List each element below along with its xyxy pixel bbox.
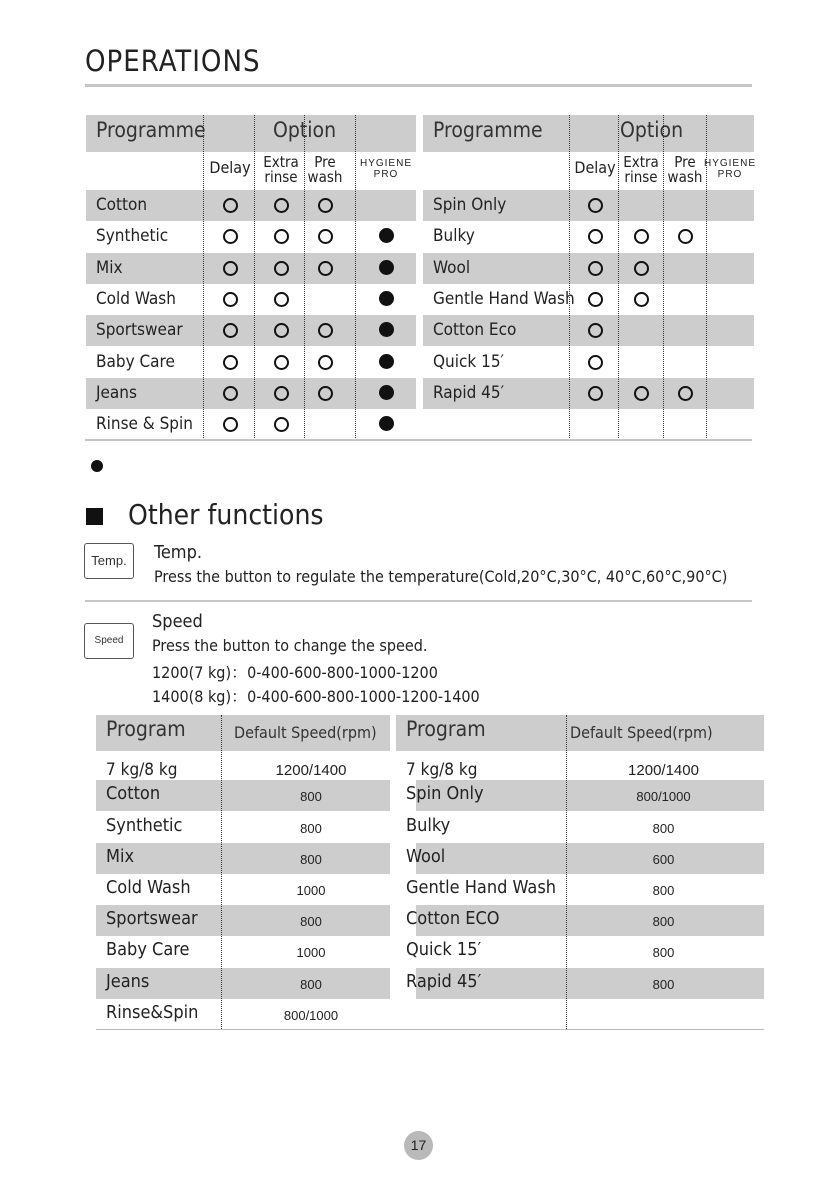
pre-wash-label: Pre	[314, 153, 336, 171]
open-circle-icon	[318, 355, 333, 370]
speed-table-right	[396, 715, 764, 1029]
default-speed-value: 800	[652, 914, 675, 929]
programme-name: Gentle Hand Wash	[433, 289, 575, 309]
speed-row	[396, 843, 764, 874]
default-speed-value: 1000	[296, 945, 326, 960]
page-number: 17	[404, 1131, 433, 1160]
speed-row	[396, 968, 764, 999]
default-speed-header: Default Speed(rpm)	[570, 723, 713, 742]
default-speed-value: 1200/1400	[275, 762, 347, 779]
pre-wash-label: wash	[307, 168, 343, 186]
option-row	[423, 190, 754, 221]
program-header: Program	[106, 717, 186, 741]
program-name: Bulky	[406, 815, 451, 836]
open-circle-icon	[223, 355, 238, 370]
option-row	[86, 409, 416, 440]
option-table-left	[86, 115, 416, 440]
open-circle-icon	[588, 292, 603, 307]
default-speed-value: 800	[300, 789, 322, 804]
option-header: Option	[620, 118, 684, 142]
default-speed-value: 800	[300, 852, 322, 867]
open-circle-icon	[588, 323, 603, 338]
filled-dot-icon	[379, 354, 394, 369]
default-speed-value: 800	[652, 883, 675, 898]
open-circle-icon	[223, 198, 238, 213]
speed-row	[96, 968, 390, 999]
option-row	[86, 315, 416, 346]
option-row	[423, 284, 754, 315]
option-row	[86, 284, 416, 315]
speed-row	[96, 999, 390, 1030]
default-speed-value: 800	[300, 821, 322, 836]
column-divider	[203, 115, 204, 440]
speed-row	[396, 905, 764, 936]
programme-name: Jeans	[96, 383, 137, 403]
program-name: Quick 15′	[406, 939, 482, 960]
open-circle-icon	[274, 386, 289, 401]
open-circle-icon	[274, 261, 289, 276]
option-header-row	[423, 115, 754, 152]
default-speed-value: 1200/1400	[628, 762, 699, 779]
open-circle-icon	[318, 229, 333, 244]
option-row	[423, 315, 754, 346]
filled-dot-icon	[379, 260, 394, 275]
speed-row	[396, 760, 764, 780]
open-circle-icon	[318, 386, 333, 401]
column-divider	[663, 115, 664, 440]
speed-description: Press the button to change the speed.	[152, 636, 428, 655]
option-subheader-row	[423, 152, 754, 185]
open-circle-icon	[274, 198, 289, 213]
option-row	[423, 253, 754, 284]
program-name: Rinse&Spin	[106, 1002, 199, 1023]
programme-header: Programme	[433, 118, 543, 142]
speed-row	[396, 874, 764, 905]
page-title: OPERATIONS	[85, 44, 261, 78]
program-name: Baby Care	[106, 939, 190, 960]
speed-row	[96, 780, 390, 811]
speed-row	[396, 780, 764, 811]
open-circle-icon	[274, 292, 289, 307]
open-circle-icon	[274, 323, 289, 338]
column-divider	[254, 115, 255, 440]
programme-name: Rapid 45′	[433, 383, 505, 403]
programme-header: Programme	[96, 118, 206, 142]
speed-row	[96, 936, 390, 967]
extra-rinse-label: rinse	[264, 168, 298, 186]
program-name: Cotton	[106, 783, 161, 804]
speed-button-icon: Speed	[84, 623, 134, 659]
speed-table-left	[96, 715, 390, 1029]
open-circle-icon	[274, 417, 289, 432]
open-circle-icon	[588, 261, 603, 276]
programme-name: Quick 15′	[433, 352, 505, 372]
speed-line-8kg: 1400(8 kg)：0-400-600-800-1000-1200-1400	[152, 687, 480, 706]
program-name: Cold Wash	[106, 877, 191, 898]
open-circle-icon	[678, 386, 693, 401]
open-circle-icon	[634, 261, 649, 276]
default-speed-value: 600	[652, 852, 675, 867]
program-name: Synthetic	[106, 815, 183, 836]
speed-row	[96, 812, 390, 843]
program-name: 7 kg/8 kg	[106, 760, 178, 780]
option-row	[86, 190, 416, 221]
program-name: Jeans	[106, 971, 150, 992]
program-header: Program	[406, 717, 486, 741]
open-circle-icon	[223, 292, 238, 307]
functions-divider	[85, 600, 752, 602]
hygiene-pro-label: PRO	[373, 169, 399, 180]
hygiene-pro-label: PRO	[717, 169, 743, 180]
option-row	[423, 221, 754, 252]
programme-name: Wool	[433, 258, 471, 278]
program-name: Sportswear	[106, 908, 198, 929]
open-circle-icon	[634, 292, 649, 307]
open-circle-icon	[318, 261, 333, 276]
program-name: Gentle Hand Wash	[406, 877, 557, 898]
speed-row	[396, 936, 764, 967]
pre-wash-label: wash	[667, 168, 703, 186]
column-divider	[706, 115, 707, 440]
column-divider	[566, 715, 567, 1029]
program-name: Wool	[406, 846, 446, 867]
open-circle-icon	[588, 229, 603, 244]
column-divider	[569, 115, 570, 440]
default-speed-value: 800	[652, 977, 675, 992]
filled-dot-icon	[379, 291, 394, 306]
default-speed-value: 800/1000	[636, 789, 691, 804]
program-name: Rapid 45′	[406, 971, 482, 992]
speed-row	[96, 905, 390, 936]
extra-rinse-label: rinse	[624, 168, 658, 186]
open-circle-icon	[223, 229, 238, 244]
temp-title: Temp.	[154, 542, 202, 563]
programme-name: Sportswear	[96, 320, 183, 340]
speed-line-7kg: 1200(7 kg)：0-400-600-800-1000-1200	[152, 663, 438, 682]
filled-dot-icon	[379, 416, 394, 431]
legend-dot-icon	[91, 460, 103, 472]
option-row	[86, 378, 416, 409]
open-circle-icon	[223, 386, 238, 401]
open-circle-icon	[634, 229, 649, 244]
option-header-row	[86, 115, 416, 152]
open-circle-icon	[274, 229, 289, 244]
extra-rinse-label: Extra	[623, 153, 659, 171]
open-circle-icon	[588, 198, 603, 213]
option-row	[86, 347, 416, 378]
speed-header-row	[396, 715, 764, 751]
delay-label: Delay	[209, 158, 251, 177]
speed-table-divider	[96, 1029, 764, 1030]
open-circle-icon	[634, 386, 649, 401]
speed-row	[96, 874, 390, 905]
programme-name: Baby Care	[96, 352, 175, 372]
column-divider	[618, 115, 619, 440]
speed-header-row	[96, 715, 390, 751]
programme-name: Cotton	[96, 195, 148, 215]
filled-dot-icon	[379, 322, 394, 337]
temp-description: Press the button to regulate the temperature(Cold,20°C,30°C, 40°C,60°C,90°C)	[154, 567, 728, 586]
extra-rinse-label: Extra	[263, 153, 299, 171]
column-divider	[355, 115, 356, 440]
programme-name: Cotton Eco	[433, 320, 517, 340]
column-divider	[304, 115, 305, 440]
open-circle-icon	[223, 261, 238, 276]
open-circle-icon	[318, 198, 333, 213]
program-name: Spin Only	[406, 783, 484, 804]
speed-row	[96, 760, 390, 780]
programme-name: Rinse & Spin	[96, 414, 193, 434]
title-divider	[85, 84, 752, 87]
column-divider	[221, 715, 222, 1029]
option-row	[86, 253, 416, 284]
option-row	[86, 221, 416, 252]
open-circle-icon	[318, 323, 333, 338]
temp-button-icon: Temp.	[84, 543, 134, 579]
square-bullet-icon	[86, 508, 103, 525]
programme-name: Synthetic	[96, 226, 169, 246]
filled-dot-icon	[379, 385, 394, 400]
program-name: Cotton ECO	[406, 908, 500, 929]
other-functions-heading: Other functions	[128, 498, 324, 531]
programme-name: Spin Only	[433, 195, 507, 215]
default-speed-header: Default Speed(rpm)	[234, 723, 377, 742]
open-circle-icon	[223, 323, 238, 338]
speed-row	[96, 843, 390, 874]
programme-name: Bulky	[433, 226, 475, 246]
default-speed-value: 800/1000	[283, 1008, 339, 1023]
hygiene-pro-label: HYGIENE	[359, 158, 412, 169]
default-speed-value: 800	[300, 914, 322, 929]
open-circle-icon	[588, 355, 603, 370]
filled-dot-icon	[379, 228, 394, 243]
option-table-divider	[85, 439, 752, 441]
programme-name: Mix	[96, 258, 123, 278]
option-subheader-row	[86, 152, 416, 185]
programme-name: Cold Wash	[96, 289, 176, 309]
program-name: Mix	[106, 846, 135, 867]
delay-label: Delay	[574, 158, 616, 177]
open-circle-icon	[678, 229, 693, 244]
option-row	[423, 347, 754, 378]
option-row	[423, 378, 754, 409]
open-circle-icon	[223, 417, 238, 432]
option-header: Option	[273, 118, 337, 142]
option-table-right	[423, 115, 754, 440]
hygiene-pro-label: HYGIENE	[703, 158, 756, 169]
default-speed-value: 800	[652, 821, 675, 836]
open-circle-icon	[274, 355, 289, 370]
default-speed-value: 1000	[296, 883, 326, 898]
default-speed-value: 800	[652, 945, 675, 960]
open-circle-icon	[588, 386, 603, 401]
program-name: 7 kg/8 kg	[406, 760, 478, 780]
default-speed-value: 800	[300, 977, 322, 992]
speed-row	[396, 812, 764, 843]
speed-title: Speed	[152, 611, 203, 632]
pre-wash-label: Pre	[674, 153, 696, 171]
